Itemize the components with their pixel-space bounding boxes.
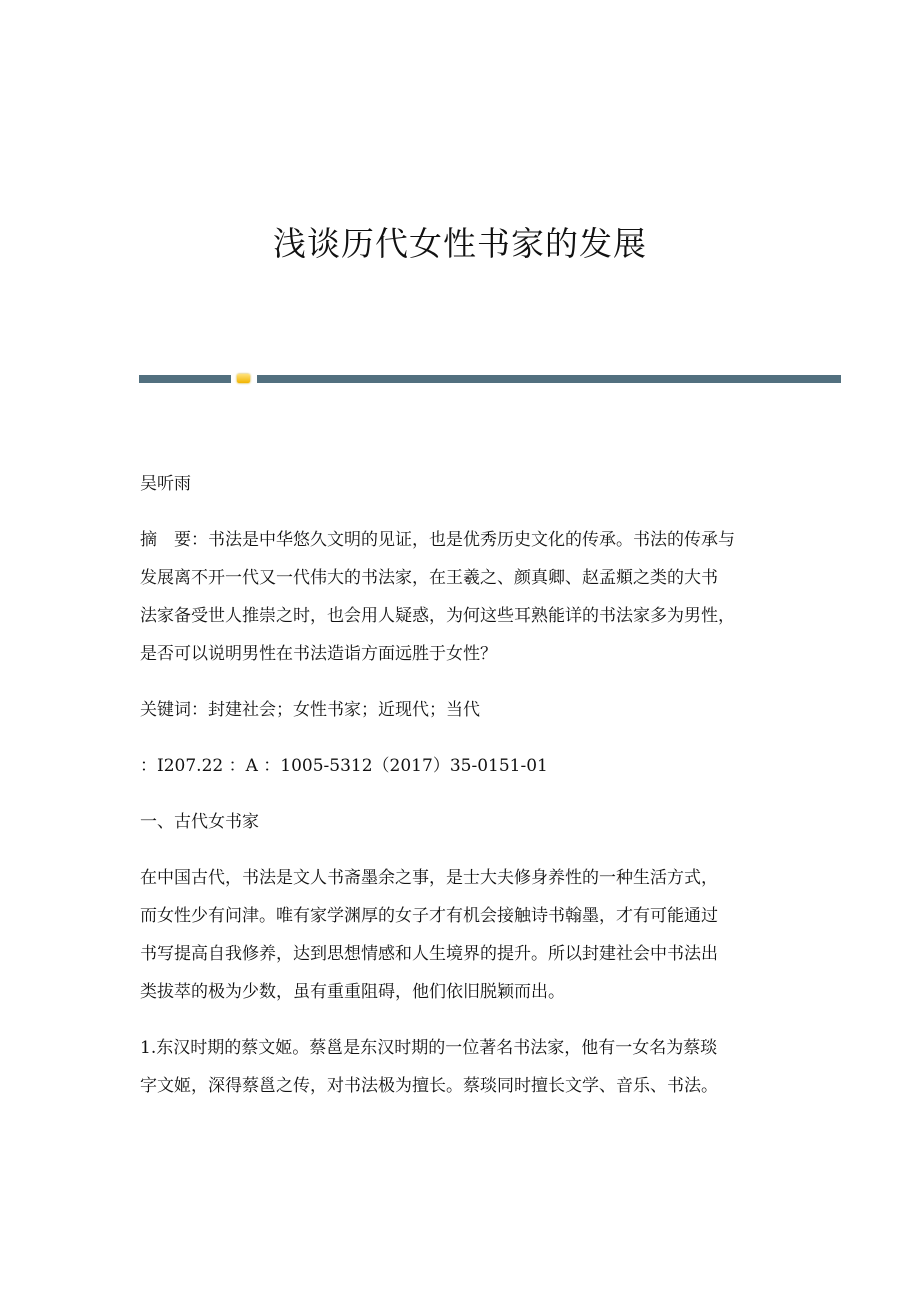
- document-body: [140, 470, 800, 1128]
- document-title: 浅谈历代女性书家的发展: [273, 224, 647, 263]
- paragraph: [140, 864, 800, 1016]
- paragraph: [140, 752, 800, 790]
- text-line: 类拔萃的极为少数，虽有重重阻碍，他们依旧脱颖而出。: [140, 982, 565, 1002]
- text-line: 在中国古代，书法是文人书斋墨余之事，是士大夫修身养性的一种生活方式，: [140, 868, 718, 888]
- text-line: 而女性少有问津。唯有家学渊厚的女子才有机会接触诗书翰墨，才有可能通过: [140, 906, 718, 926]
- text-line: 摘 要：书法是中华悠久文明的见证，也是优秀历史文化的传承。书法的传承与: [140, 530, 735, 550]
- text-line: 发展离不开一代又一代伟大的书法家，在王羲之、颜真卿、赵孟頫之类的大书: [140, 568, 718, 588]
- paragraph: [140, 526, 800, 678]
- title-divider-right: [257, 375, 841, 383]
- title-divider-left: [139, 375, 231, 383]
- text-line: ：I207.22 ：A ：1005-5312（2017）35-0151-01: [140, 756, 548, 776]
- text-line: 法家备受世人推崇之时，也会用人疑惑，为何这些耳熟能详的书法家多为男性，: [140, 606, 735, 626]
- divider-ornament-icon: [237, 374, 250, 383]
- text-line: 关键词：封建社会；女性书家；近现代；当代: [140, 700, 480, 720]
- author: 吴听雨: [140, 474, 191, 494]
- text-line: 1.东汉时期的蔡文姬。蔡邕是东汉时期的一位著名书法家，他有一女名为蔡琰: [140, 1038, 718, 1058]
- text-line: 书写提高自我修养，达到思想情感和人生境界的提升。所以封建社会中书法出: [140, 944, 718, 964]
- paragraph: [140, 696, 800, 734]
- text-line: 是否可以说明男性在书法造诣方面远胜于女性？: [140, 644, 497, 664]
- text-line: 字文姬，深得蔡邕之传，对书法极为擅长。蔡琰同时擅长文学、音乐、书法。: [140, 1076, 718, 1096]
- paragraph: [140, 808, 800, 846]
- text-line: 一、古代女书家: [140, 812, 259, 832]
- paragraph: [140, 1034, 800, 1110]
